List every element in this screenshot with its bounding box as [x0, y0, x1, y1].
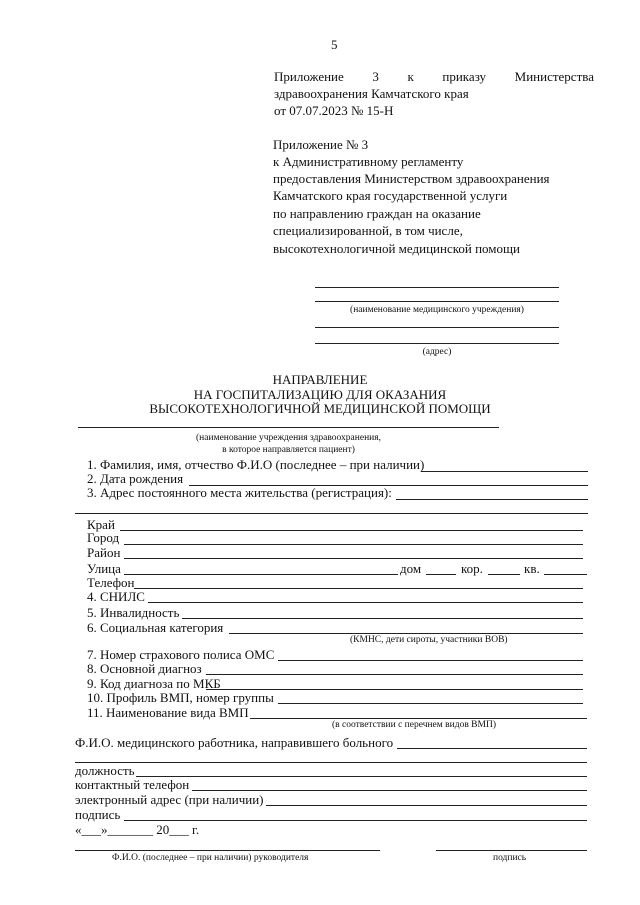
- institution-line-2[interactable]: [315, 301, 559, 302]
- appendix-top-line3: от 07.07.2023 № 15-Н: [274, 103, 394, 118]
- field-diagnosis-input[interactable]: [206, 674, 583, 675]
- receiving-institution-caption-1: (наименование учреждения здравоохранения,: [196, 433, 381, 443]
- doctor-label: Ф.И.О. медицинского работника, направившего больного: [75, 735, 394, 750]
- email-input[interactable]: [266, 805, 587, 806]
- field-address-input[interactable]: [396, 499, 588, 500]
- doctor-input-2[interactable]: [75, 762, 587, 763]
- field-birthdate-label: 2. Дата рождения: [87, 471, 184, 486]
- appendix-main-line: Приложение № 3: [273, 137, 369, 152]
- field-gorod-input[interactable]: [124, 544, 583, 545]
- sign-input[interactable]: [124, 820, 587, 821]
- institution-line-1[interactable]: [315, 287, 559, 288]
- field-fio-label: 1. Фамилия, имя, отчество Ф.И.О (последнее – при наличии): [87, 457, 425, 472]
- appendix-main-line: высокотехнологичной медицинской помощи: [273, 241, 520, 256]
- head-sign-line[interactable]: [436, 850, 587, 851]
- field-raion-input[interactable]: [124, 558, 583, 559]
- field-dom-input[interactable]: [426, 574, 456, 575]
- sign-label: подпись: [75, 807, 121, 822]
- field-kor-label: кор.: [461, 561, 483, 576]
- field-address-label: 3. Адрес постоянного места жительства (регистрация):: [87, 485, 392, 500]
- appendix-top-line2: здравоохранения Камчатского края: [274, 86, 469, 101]
- field-fio-input[interactable]: [421, 471, 588, 472]
- head-sign-caption: подпись: [493, 853, 527, 863]
- field-oms-label: 7. Номер страхового полиса ОМС: [87, 647, 275, 662]
- title-line1: НАПРАВЛЕНИЕ: [272, 372, 368, 387]
- field-vmp-profile-input[interactable]: [278, 703, 583, 704]
- field-address-input-2[interactable]: [75, 513, 588, 514]
- field-raion-label: Район: [87, 545, 121, 560]
- title-line3: ВЫСОКОТЕХНОЛОГИЧНОЙ МЕДИЦИНСКОЙ ПОМОЩИ: [149, 401, 491, 416]
- appendix-main-line: к Административному регламенту: [273, 154, 464, 169]
- phone-input[interactable]: [192, 790, 587, 791]
- field-gorod-label: Город: [87, 530, 120, 545]
- appendix-main-line: предоставления Министерством здравоохранения: [273, 171, 550, 186]
- field-snils-input[interactable]: [148, 602, 583, 603]
- field-disability-label: 5. Инвалидность: [87, 605, 180, 620]
- position-label: должность: [75, 763, 135, 778]
- field-disability-input[interactable]: [182, 618, 583, 619]
- field-kv-label: кв.: [524, 561, 540, 576]
- address-line-2[interactable]: [315, 343, 559, 344]
- field-kor-input[interactable]: [488, 574, 520, 575]
- field-telefon-input[interactable]: [134, 588, 583, 589]
- page-number: 5: [331, 37, 338, 52]
- appendix-main-line: по направлению граждан на оказание: [273, 206, 481, 221]
- receiving-institution-line[interactable]: [78, 427, 499, 428]
- phone-label: контактный телефон: [75, 777, 190, 792]
- title-line2: НА ГОСПИТАЛИЗАЦИЮ ДЛЯ ОКАЗАНИЯ: [193, 387, 447, 402]
- appendix-word: 3: [372, 69, 379, 84]
- field-social-label: 6. Социальная категория: [87, 620, 224, 635]
- field-krai-input[interactable]: [120, 530, 583, 531]
- field-vmp-profile-label: 10. Профиль ВМП, номер группы: [87, 690, 274, 705]
- field-mkb-label: 9. Код диагноза по МКБ: [87, 676, 221, 691]
- field-kv-input[interactable]: [544, 574, 587, 575]
- appendix-word: к: [407, 69, 414, 84]
- field-diagnosis-label: 8. Основной диагноз: [87, 661, 202, 676]
- field-ulica-label: Улица: [87, 561, 121, 576]
- field-ulica-input[interactable]: [124, 574, 398, 575]
- institution-caption: (наименование медицинского учреждения): [350, 305, 524, 315]
- receiving-institution-caption-2: в которое направляется пациент): [222, 445, 355, 455]
- appendix-main-line: специализированной, в том числе,: [273, 223, 463, 238]
- address-caption: (адрес): [422, 347, 452, 357]
- field-dom-label: дом: [400, 561, 422, 576]
- appendix-word: приказу: [442, 69, 487, 84]
- field-telefon-label: Телефон: [87, 575, 135, 590]
- address-line-1[interactable]: [315, 327, 559, 328]
- field-oms-input[interactable]: [278, 660, 583, 661]
- date-field[interactable]: «___»_______ 20___ г.: [75, 822, 200, 837]
- doctor-input[interactable]: [397, 748, 587, 749]
- head-caption: Ф.И.О. (последнее – при наличии) руководителя: [112, 853, 309, 863]
- head-fio-line[interactable]: [75, 850, 380, 851]
- appendix-top-line1: [274, 69, 594, 85]
- email-label: электронный адрес (при наличии): [75, 792, 264, 807]
- appendix-word: Приложение: [274, 69, 344, 84]
- appendix-word: Министерства: [514, 69, 594, 84]
- position-input[interactable]: [136, 776, 587, 777]
- field-vmp-type-label: 11. Наименование вида ВМП: [87, 705, 249, 720]
- appendix-main-line: Камчатского края государственной услуги: [273, 188, 508, 203]
- field-social-caption: (КМНС, дети сироты, участники ВОВ): [350, 635, 508, 645]
- field-vmp-type-caption: (в соответствии с перечнем видов ВМП): [332, 720, 496, 730]
- field-snils-label: 4. СНИЛС: [87, 589, 145, 604]
- field-krai-label: Край: [87, 517, 115, 532]
